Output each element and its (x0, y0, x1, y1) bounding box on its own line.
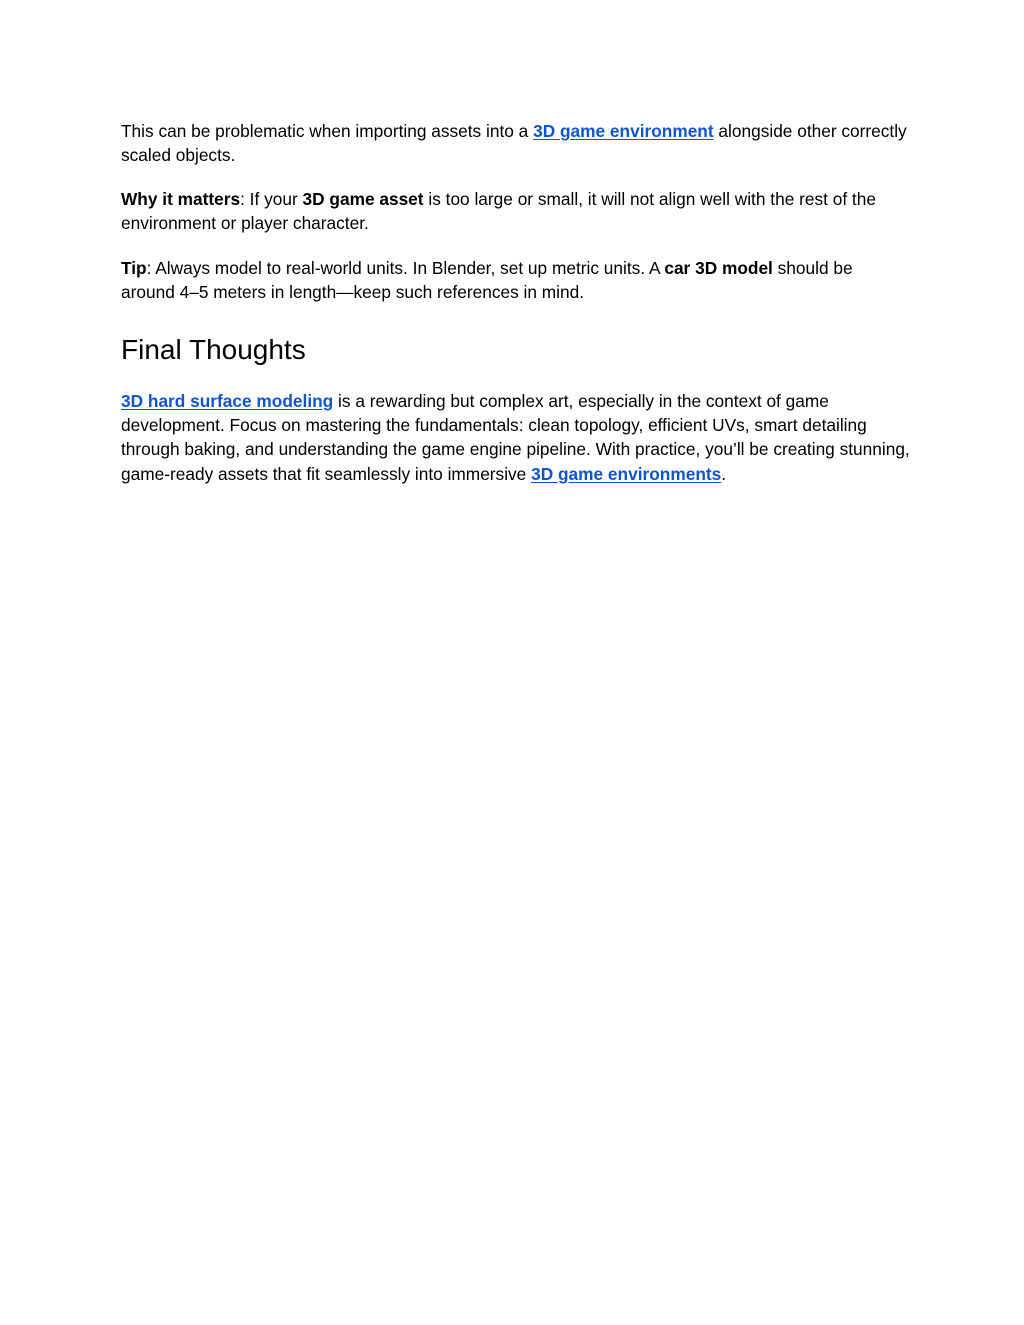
text: is a rewarding but complex art, especially in the context of game development. Focus on mastering the fundamentals: clean topology, efficient UVs, smart detailing through baking, and understanding the game engine pipeline. With practice, you’ll be creating stunning, game-ready assets that fit seamlessly into immersive (121, 390, 910, 484)
heading-final-thoughts: Final Thoughts (121, 333, 306, 365)
paragraph-final-thoughts (121, 389, 911, 486)
text: alongside other correctly scaled objects. (121, 121, 907, 166)
paragraph-why-it-matters (121, 187, 911, 236)
text: This can be problematic when importing assets into a (121, 121, 534, 141)
text: . (721, 463, 727, 484)
link-3d-game-environment[interactable]: 3D game environment (533, 121, 714, 141)
link-3d-hard-surface-modeling[interactable]: 3D hard surface modeling (121, 390, 334, 411)
paragraph-tip (121, 256, 911, 305)
bold-term-car-3d-model: car 3D model (664, 258, 773, 279)
paragraph-scale-problem (121, 119, 911, 168)
bold-label-tip: Tip (121, 258, 147, 279)
bold-term-3d-game-asset: 3D game asset (302, 188, 424, 209)
text: is too large or small, it will not align well with the rest of the environment or player character. (121, 188, 876, 233)
document-body (121, 119, 911, 486)
link-3d-game-environments[interactable]: 3D game environments (531, 463, 722, 484)
bold-label-why-it-matters: Why it matters (121, 188, 241, 209)
text: should be around 4–5 meters in length—keep such references in mind. (121, 258, 853, 303)
text: : If your (240, 188, 303, 209)
text: : Always model to real-world units. In Blender, set up metric units. A (146, 258, 665, 279)
